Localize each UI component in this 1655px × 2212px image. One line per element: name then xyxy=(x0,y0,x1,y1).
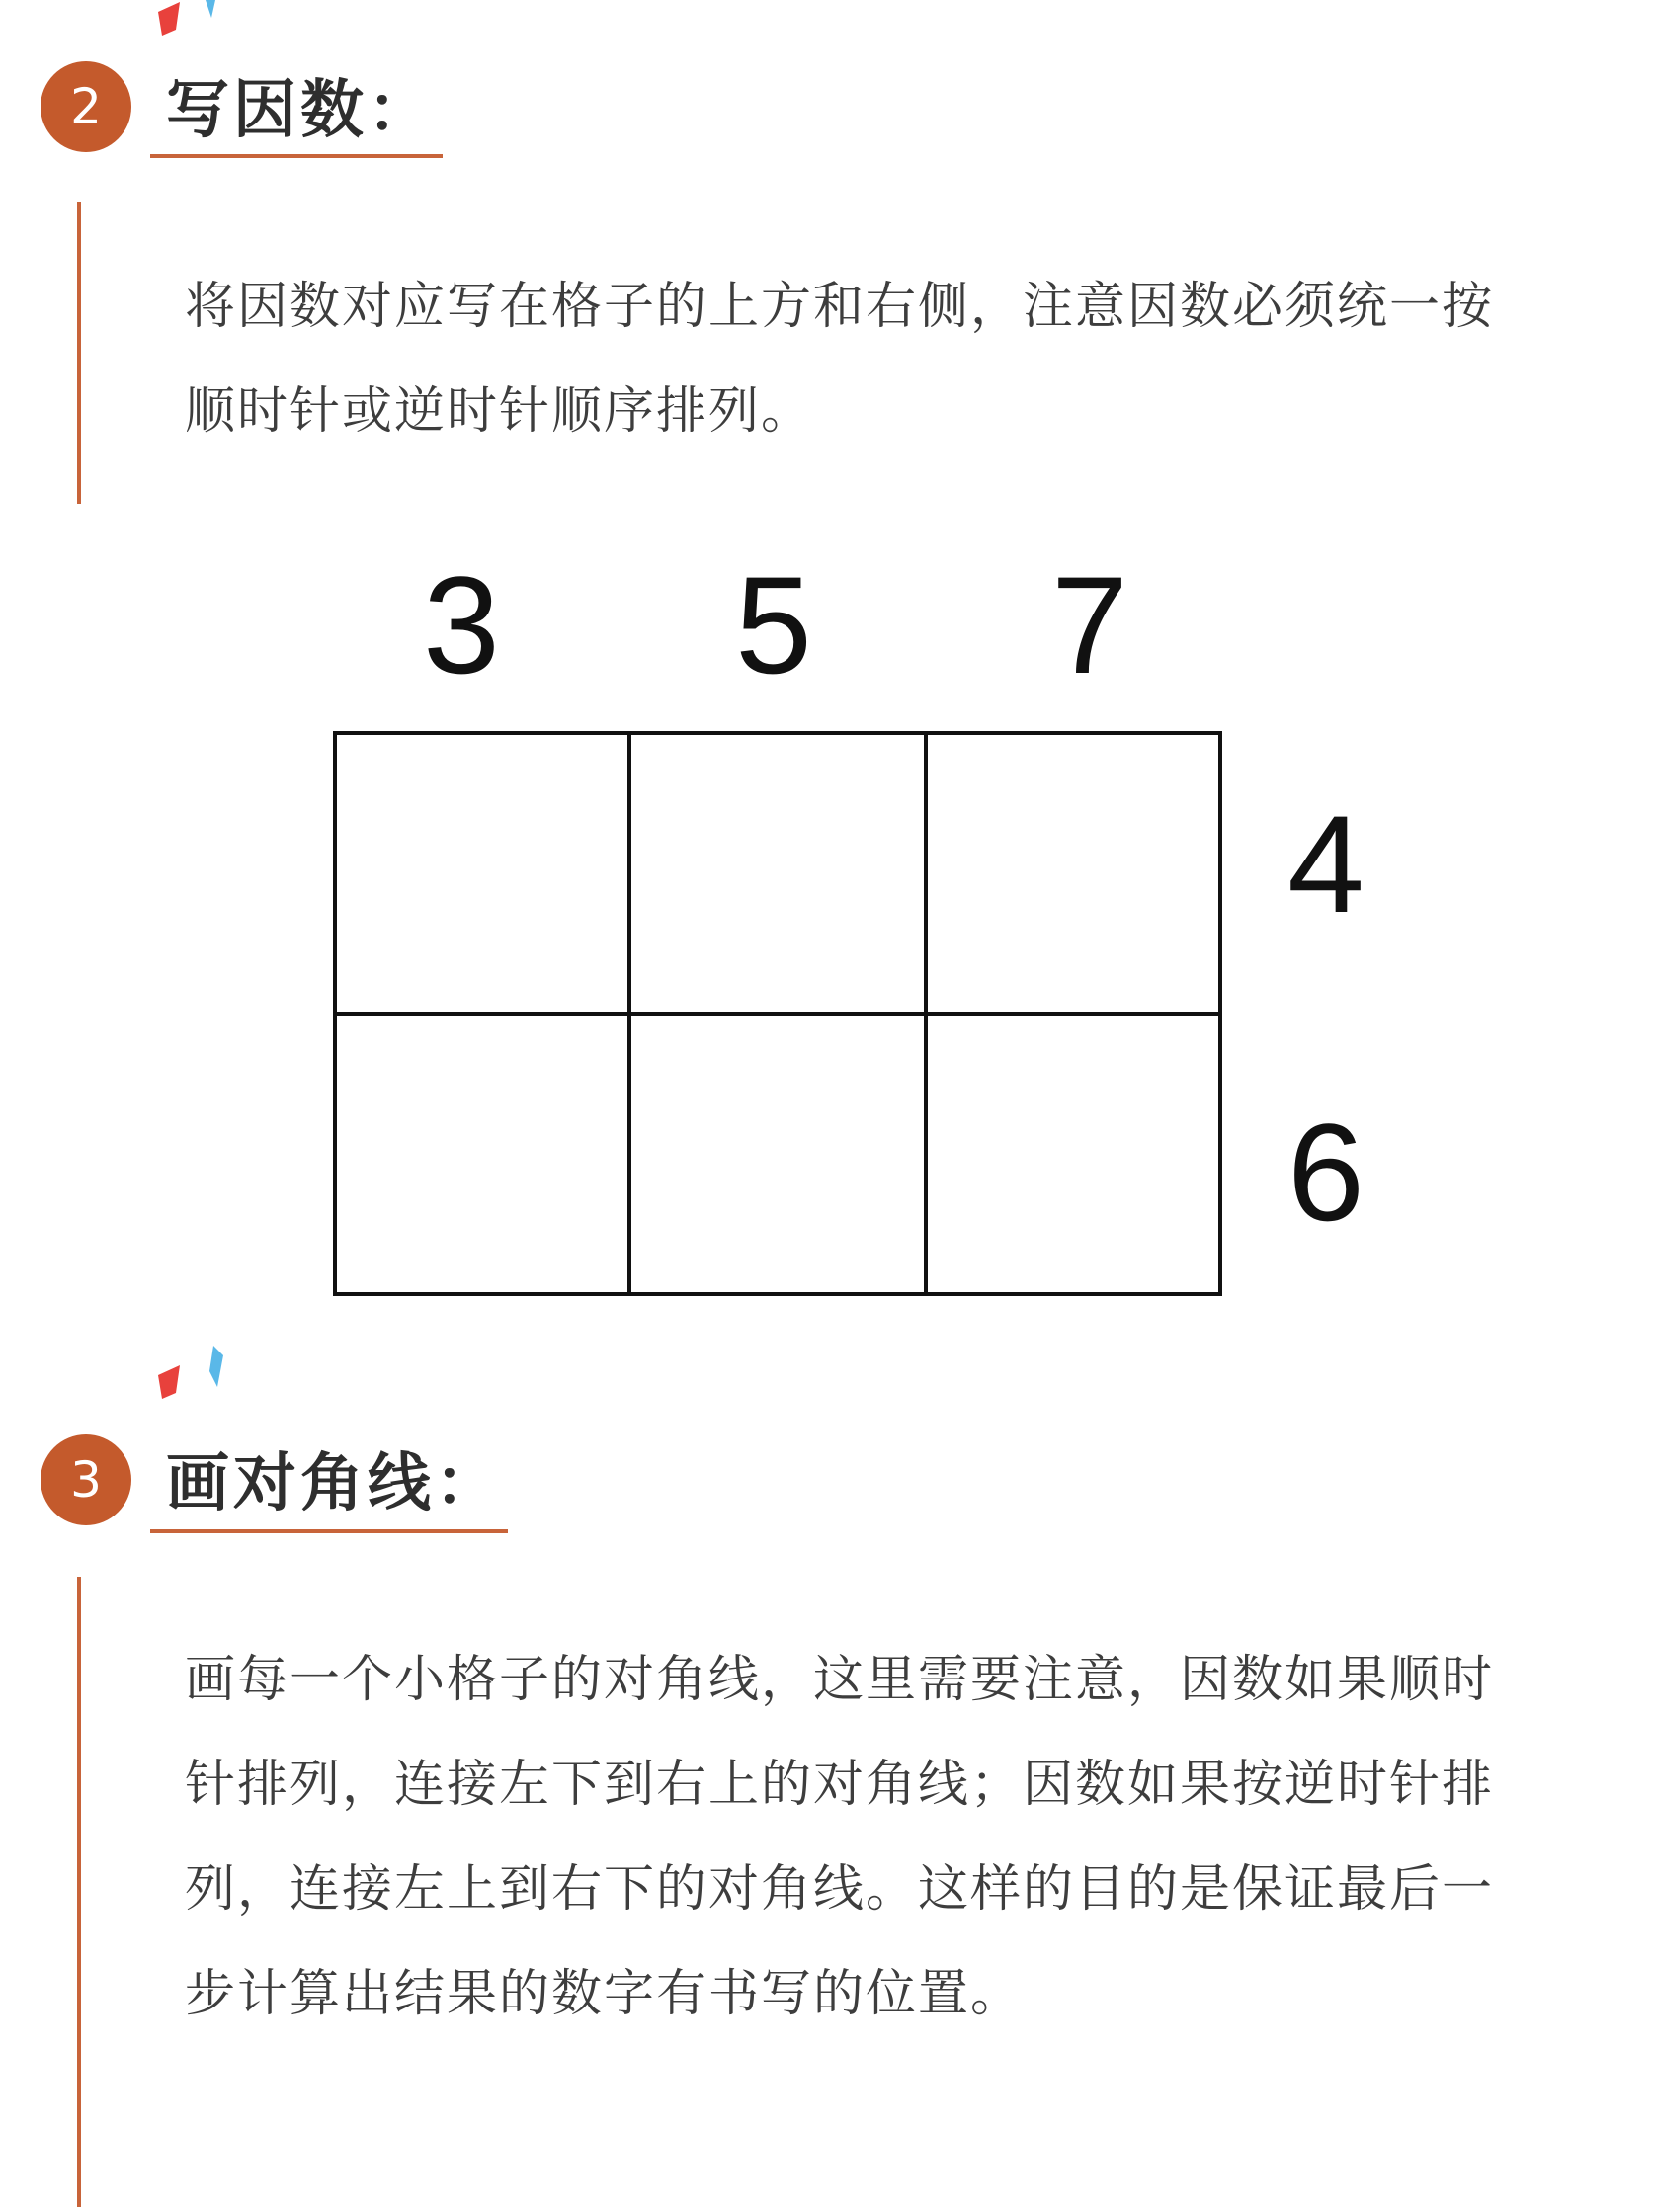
right-factor-1: 4 xyxy=(1287,786,1365,942)
title-underline xyxy=(150,1529,508,1533)
top-factor-2: 5 xyxy=(735,547,812,702)
right-factor-2: 6 xyxy=(1287,1095,1365,1250)
section-paragraph: 画每一个小格子的对角线，这里需要注意，因数如果顺时针排列，连接左下到右上的对角线；因数如果按逆时针排列，连接左上到右下的对角线。这样的目的是保证最后一步计算出结果的数字有书写的位置。 xyxy=(185,1651,1495,2023)
section-number-badge: 2 xyxy=(41,61,131,152)
confetti-icon xyxy=(148,1344,237,1413)
section-title: 写因数： xyxy=(166,74,435,147)
top-factor-3: 7 xyxy=(1051,547,1128,702)
section-title: 画对角线： xyxy=(166,1447,502,1520)
section-side-bar xyxy=(77,1577,81,2207)
multiplication-grid xyxy=(333,731,1222,1296)
confetti-icon xyxy=(148,0,237,49)
section-number-badge: 3 xyxy=(41,1434,131,1525)
section-side-bar xyxy=(77,202,81,504)
title-underline xyxy=(150,154,443,158)
section-paragraph: 将因数对应写在格子的上方和右侧，注意因数必须统一按顺时针或逆时针顺序排列。 xyxy=(185,278,1495,441)
top-factor-1: 3 xyxy=(423,547,500,702)
